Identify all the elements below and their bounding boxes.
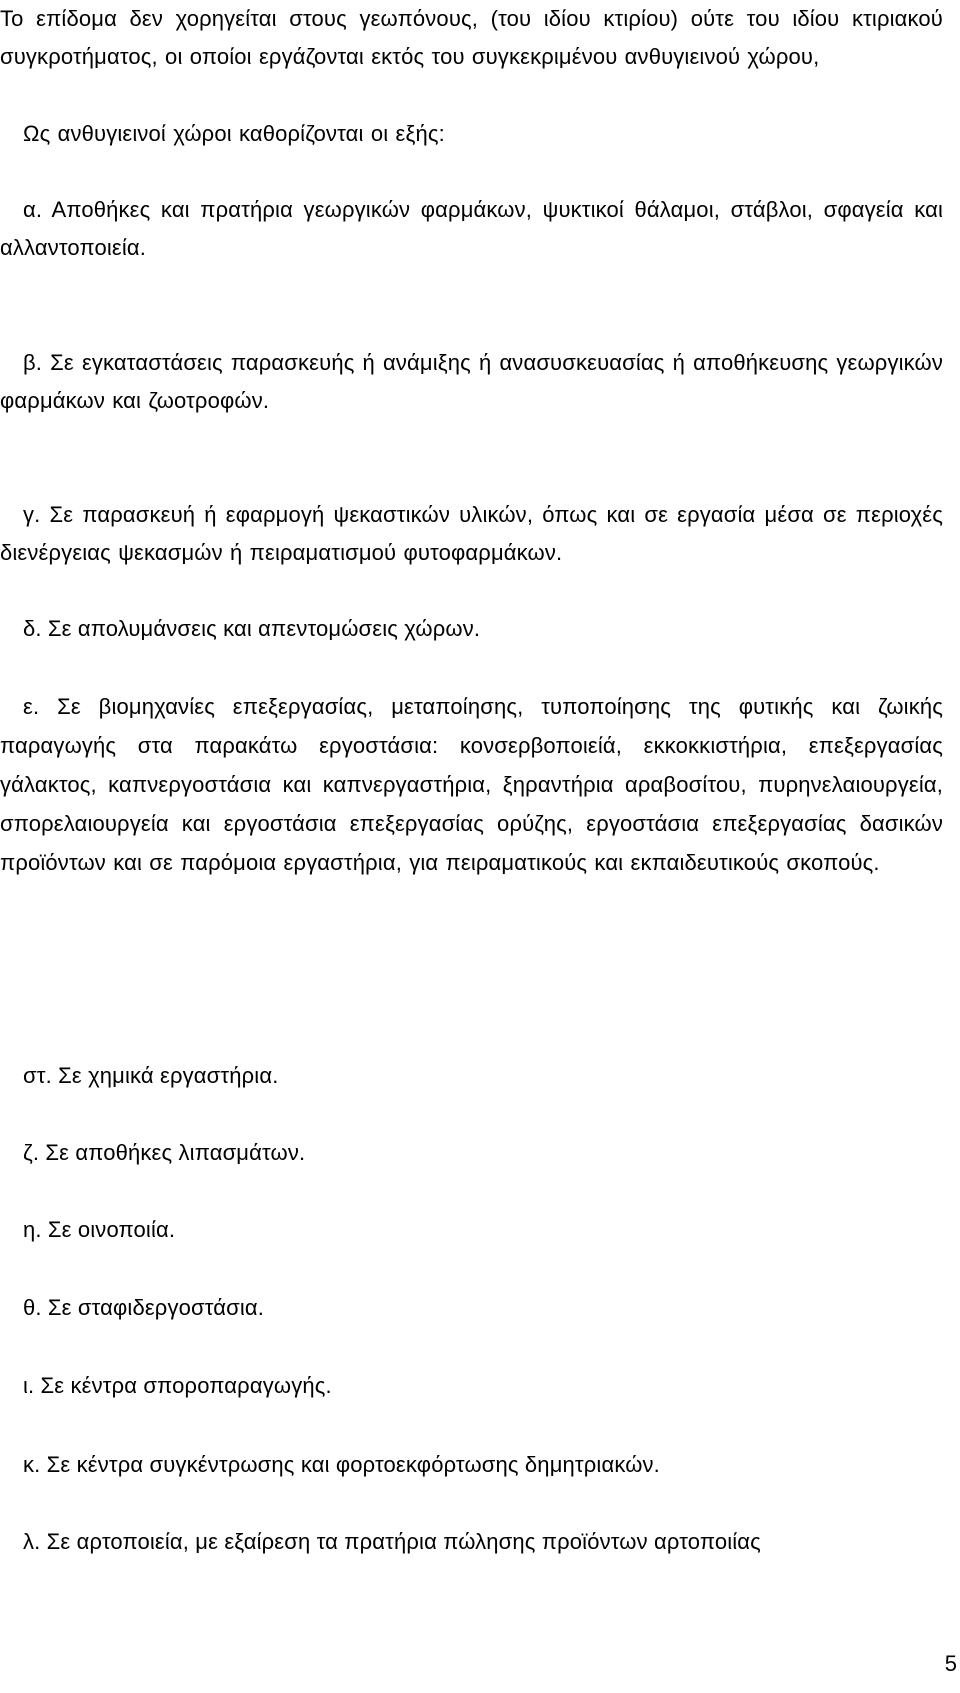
page-number: 5 bbox=[944, 1651, 957, 1676]
list-item-gamma: γ. Σε παρασκευή ή εφαρμογή ψεκαστικών υλικών, όπως και σε εργασία μέσα σε περιοχές διενέργειας ψεκασμών ή πειραματισμού φυτοφαρμάκων. bbox=[0, 502, 943, 565]
definition-paragraph: Ως ανθυγιεινοί χώροι καθορίζονται οι εξής: bbox=[23, 121, 445, 146]
intro-paragraph: Το επίδομα δεν χορηγείται στους γεωπόνους, (του ιδίου κτιρίου) ούτε του ιδίου κτιριακού συγκροτήματος, οι οποίοι εργάζονται εκτός του συγκεκριμένου ανθυγιεινού χώρου, bbox=[0, 6, 943, 69]
list-item-iota: ι. Σε κέντρα σποροπαραγωγής. bbox=[23, 1373, 332, 1398]
list-item-epsilon: ε. Σε βιομηχανίες επεξεργασίας, μεταποίησης, τυποποίησης της φυτικής και ζωικής παραγωγής στα παρακάτω εργοστάσια: κονσερβοποιείά, εκκοκκιστήρια, επεξεργασίας γάλακτος, καπνεργοστάσια και καπνεργαστήρια, ξηραντήρια αραβοσίτου, πυρηνελαιουργεία, σπορελαιουργεία και εργοστάσια επεξεργασίας ορύζης, εργοστάσια επεξεργασίας δασικών προϊόντων και σε παρόμοια εργαστήρια, για πειραματικούς και εκπαιδευτικούς σκοπούς. bbox=[0, 694, 943, 875]
list-item-lambda: λ. Σε αρτοποιεία, με εξαίρεση τα πρατήρια πώλησης προϊόντων αρτοποιίας bbox=[23, 1529, 761, 1554]
list-item-theta: θ. Σε σταφιδεργοστάσια. bbox=[23, 1295, 265, 1320]
list-item-st: στ. Σε χημικά εργαστήρια. bbox=[23, 1063, 279, 1088]
list-item-delta: δ. Σε απολυμάνσεις και απεντομώσεις χώρων. bbox=[23, 616, 481, 641]
list-item-beta: β. Σε εγκαταστάσεις παρασκευής ή ανάμιξης ή ανασυσκευασίας ή αποθήκευσης γεωργικών φαρμάκων και ζωοτροφών. bbox=[0, 350, 943, 413]
list-item-alpha: α. Αποθήκες και πρατήρια γεωργικών φαρμάκων, ψυκτικοί θάλαμοι, στάβλοι, σφαγεία και αλλαντοποιεία. bbox=[0, 197, 943, 260]
list-item-kappa: κ. Σε κέντρα συγκέντρωσης και φορτοεκφόρτωσης δημητριακών. bbox=[23, 1452, 660, 1477]
list-item-eta: η. Σε οινοποιία. bbox=[23, 1217, 176, 1242]
list-item-zeta: ζ. Σε αποθήκες λιπασμάτων. bbox=[23, 1140, 306, 1165]
